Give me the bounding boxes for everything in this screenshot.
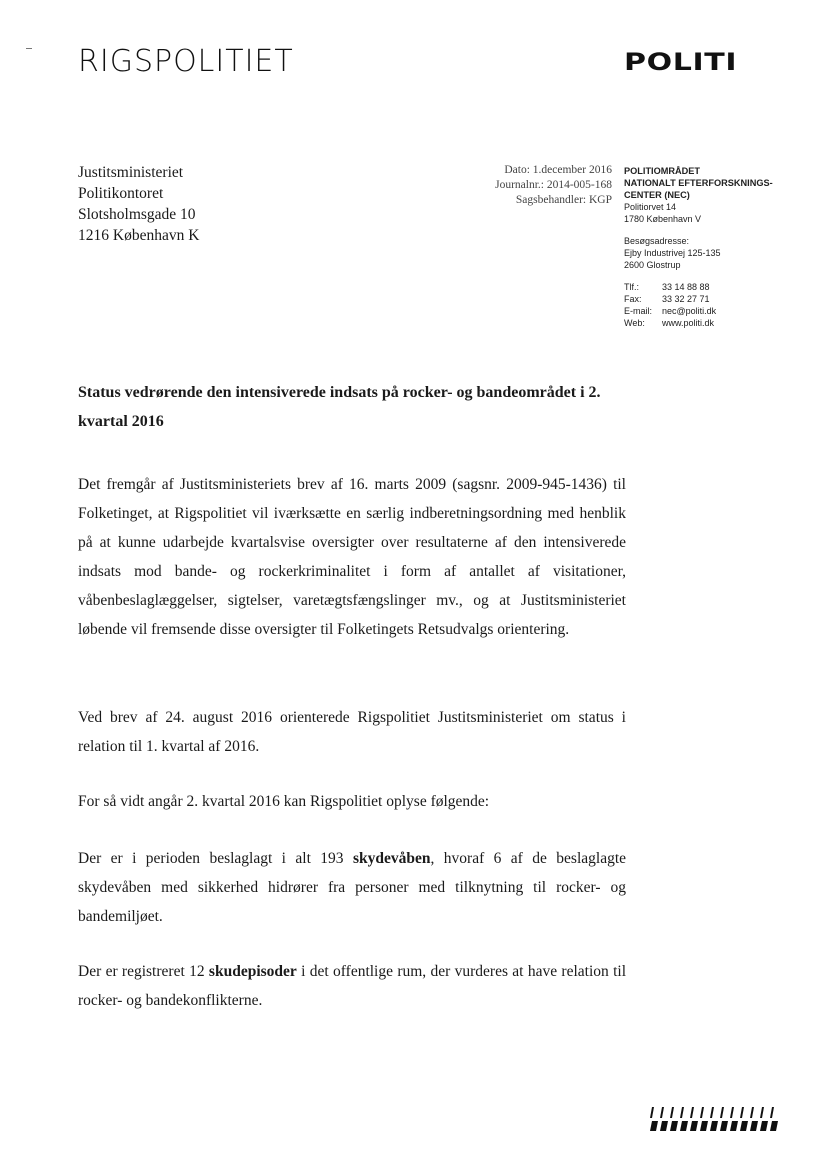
barcode-block <box>680 1121 688 1131</box>
emphasis-shootings: skudepisoder <box>208 963 297 980</box>
recipient-line: Politikontoret <box>78 185 164 202</box>
visit-address-line: Ejby Industrivej 125-135 <box>624 248 721 258</box>
emphasis-firearms: skydevåben <box>352 850 431 867</box>
barcode-stroke <box>670 1107 674 1118</box>
recipient-line: Slotsholmsgade 10 <box>78 206 196 223</box>
contact-email <box>624 305 819 317</box>
sender-info <box>624 165 819 329</box>
barcode-stroke <box>770 1107 774 1118</box>
barcode-block <box>750 1121 758 1131</box>
barcode-stroke <box>650 1107 654 1118</box>
contact-value: nec@politi.dk <box>662 306 717 316</box>
paragraph <box>78 957 626 1015</box>
barcode-block <box>770 1121 778 1131</box>
barcode-stroke <box>740 1107 744 1118</box>
contact-value: www.politi.dk <box>662 318 715 328</box>
barcode-mark <box>648 1107 782 1131</box>
barcode-stroke <box>710 1107 714 1118</box>
barcode-block <box>730 1121 738 1131</box>
sender-address-line: Politiorvet 14 <box>624 202 677 212</box>
barcode-block <box>650 1121 658 1131</box>
contact-phone <box>624 281 819 293</box>
contact-label: Fax: <box>624 294 642 304</box>
barcode-stroke <box>690 1107 694 1118</box>
recipient-line: 1216 København K <box>78 227 200 244</box>
contact-label: Web: <box>624 318 645 328</box>
barcode-stroke <box>750 1107 754 1118</box>
barcode-block <box>740 1121 748 1131</box>
paragraph-text: , hvoraf 6 af de beslaglagte skydevåben med sikkerhed hidrører fra personer med tilknytning til rocker- og bandemiljøet. <box>78 850 627 925</box>
sender-title: POLITIOMRÅDET <box>624 166 701 176</box>
barcode-block <box>710 1121 718 1131</box>
barcode-block <box>760 1121 768 1131</box>
barcode-block <box>720 1121 728 1131</box>
barcode-stroke <box>760 1107 764 1118</box>
contact-value: 33 32 27 71 <box>662 294 710 304</box>
contact-value: 33 14 88 88 <box>662 282 710 292</box>
paragraph <box>78 844 626 931</box>
contact-web <box>624 317 819 329</box>
subject-heading: Status vedrørende den intensiverede indsats på rocker- og bandeområdet i 2. kvartal 2016 <box>78 384 601 430</box>
paragraph: Ved brev af 24. august 2016 orienterede Rigspolitiet Justitsministeriet om status i relation til 1. kvartal af 2016. <box>78 709 626 755</box>
visit-address-line: 2600 Glostrup <box>624 260 681 270</box>
barcode-stroke <box>660 1107 664 1118</box>
sender-address-line: 1780 København V <box>624 214 702 224</box>
sender-title: NATIONALT EFTERFORSKNINGS- <box>624 178 773 188</box>
barcode-stroke <box>700 1107 704 1118</box>
barcode-block <box>660 1121 668 1131</box>
barcode-block <box>690 1121 698 1131</box>
visit-label: Besøgsadresse: <box>624 236 690 246</box>
contact-label: Tlf.: <box>624 282 639 292</box>
paragraph-text: Der er i perioden beslaglagt i alt 193 <box>78 850 353 867</box>
journal-number: Journalnr.: 2014-005-168 <box>495 179 612 191</box>
case-handler: Sagsbehandler: KGP <box>515 194 612 206</box>
contact-fax <box>624 293 819 305</box>
paragraph: For så vidt angår 2. kvartal 2016 kan Rigspolitiet oplyse følgende: <box>78 793 490 810</box>
scan-mark <box>26 48 32 49</box>
paragraph: Det fremgår af Justitsministeriets brev af 16. marts 2009 (sagsnr. 2009-945-1436) til Folketinget, at Rigspolitiet vil iværksætte en særlig indberetningsordning med henblik på at kunne udarbejde kvartalsvise oversigter over resultaterne af den intensiverede indsats mod bande- og rockerkriminalitet i form af antallet af visitationer, våbenbeslaglæggelser, sigtelser, varetægtsfængslinger mv., og at Justitsministeriet løbende vil fremsende disse oversigter til Folketingets Retsudvalgs orientering. <box>78 476 626 638</box>
politi-logo: POLITI <box>624 48 738 76</box>
barcode-block <box>670 1121 678 1131</box>
org-name: RIGSPOLITIET <box>78 44 294 79</box>
barcode-block <box>700 1121 708 1131</box>
recipient-address <box>78 162 199 246</box>
sender-title: CENTER (NEC) <box>624 190 690 200</box>
barcode-stroke <box>680 1107 684 1118</box>
letter-meta <box>440 163 612 208</box>
date: Dato: 1.december 2016 <box>504 164 612 176</box>
paragraph-text: i det offentlige rum, der vurderes at have relation til rocker- og bandekonflikterne. <box>78 963 626 1009</box>
contact-label: E-mail: <box>624 306 653 316</box>
barcode-stroke <box>720 1107 724 1118</box>
paragraph-text: Der er registreret 12 <box>78 963 209 980</box>
recipient-line: Justitsministeriet <box>78 164 184 181</box>
barcode-stroke <box>730 1107 734 1118</box>
